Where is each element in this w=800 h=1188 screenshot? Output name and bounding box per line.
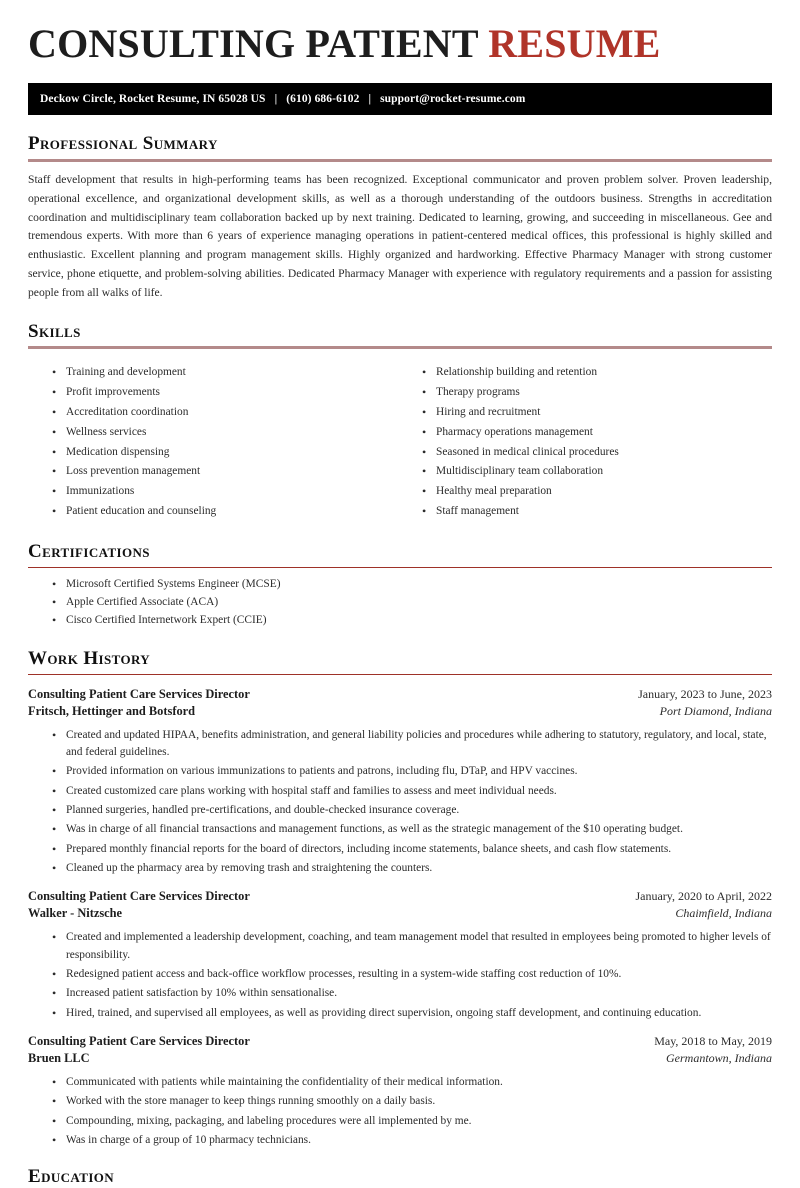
- section-divider-work-history: [28, 674, 772, 675]
- list-item: • Wellness services: [52, 424, 400, 441]
- skills-column-right: [400, 357, 772, 523]
- job-company: Fritsch, Hettinger and Botsford: [28, 703, 196, 718]
- list-item: • Created customized care plans working with hospital staff and families to assess and meet individual needs.: [52, 783, 772, 800]
- job-date: January, 2023 to June, 2023: [638, 686, 772, 701]
- section-divider-certifications: [28, 567, 772, 568]
- list-item: • Cisco Certified Internetwork Expert (CCIE): [52, 612, 772, 629]
- job-date: January, 2020 to April, 2022: [635, 889, 772, 904]
- skills-list-right: [400, 364, 772, 520]
- list-item: • Was in charge of all financial transactions and management functions, as well as the strategic management of the $10 operating budget.: [52, 821, 772, 838]
- list-item: • Relationship building and retention: [422, 364, 772, 381]
- job-company: Bruen LLC: [28, 1050, 90, 1065]
- job-header-row: [28, 889, 772, 904]
- job-subheader-row: [28, 1049, 772, 1066]
- list-item: • Profit improvements: [52, 384, 400, 401]
- list-item: • Medication dispensing: [52, 444, 400, 461]
- work-history-entry: [28, 687, 772, 878]
- section-title-skills: Skills: [28, 320, 81, 342]
- list-item: • Was in charge of a group of 10 pharmacy technicians.: [52, 1132, 772, 1149]
- job-location: Port Diamond, Indiana: [659, 703, 772, 718]
- certifications-list: [28, 576, 772, 630]
- work-history-entry: [28, 889, 772, 1022]
- section-professional-summary: [28, 133, 772, 302]
- list-item: • Seasoned in medical clinical procedures: [422, 444, 772, 461]
- list-item: • Multidisciplinary team collaboration: [422, 463, 772, 480]
- section-certifications: [28, 541, 772, 630]
- list-item: • Microsoft Certified Systems Engineer (MCSE): [52, 576, 772, 593]
- section-skills: [28, 321, 772, 523]
- section-title-professional-summary: Professional Summary: [28, 133, 218, 155]
- job-company: Walker - Nitzsche: [28, 906, 123, 921]
- list-item: • Provided information on various immunizations to patients and patrons, including flu, DTaP, and HPV vaccines.: [52, 763, 772, 780]
- job-title: Consulting Patient Care Services Director: [28, 1033, 250, 1048]
- section-work-history: [28, 648, 772, 1149]
- contact-separator-1: |: [274, 93, 278, 106]
- job-location: Chaimfield, Indiana: [675, 906, 772, 921]
- job-title: Consulting Patient Care Services Director: [28, 686, 250, 701]
- contact-separator-2: |: [368, 93, 372, 106]
- list-item: • Healthy meal preparation: [422, 483, 772, 500]
- job-bullets: [28, 727, 772, 878]
- skills-grid: [28, 357, 772, 523]
- list-item: • Therapy programs: [422, 384, 772, 401]
- list-item: • Hiring and recruitment: [422, 404, 772, 421]
- job-subheader-row: [28, 702, 772, 719]
- job-subheader-row: [28, 904, 772, 921]
- list-item: • Created and implemented a leadership development, coaching, and team management model that resulted in employees being promoted to higher levels of responsibility.: [52, 929, 772, 964]
- section-title-education: Education: [28, 1166, 115, 1188]
- skills-list-left: [28, 364, 400, 520]
- section-education: [28, 1166, 772, 1188]
- job-date: May, 2018 to May, 2019: [654, 1033, 772, 1048]
- list-item: • Apple Certified Associate (ACA): [52, 594, 772, 611]
- list-item: • Training and development: [52, 364, 400, 381]
- list-item: • Accreditation coordination: [52, 404, 400, 421]
- job-bullets: [28, 929, 772, 1022]
- section-divider-professional-summary: [28, 159, 772, 162]
- page-title-main: CONSULTING PATIENT: [28, 21, 489, 66]
- list-item: • Planned surgeries, handled pre-certifications, and double-checked insurance coverage.: [52, 802, 772, 819]
- list-item: • Immunizations: [52, 483, 400, 500]
- list-item: • Compounding, mixing, packaging, and labeling procedures were all implemented by me.: [52, 1113, 772, 1130]
- list-item: • Patient education and counseling: [52, 503, 400, 520]
- job-title: Consulting Patient Care Services Director: [28, 889, 250, 904]
- job-bullets: [28, 1074, 772, 1149]
- list-item: • Pharmacy operations management: [422, 424, 772, 441]
- page-title: [28, 0, 772, 65]
- contact-address: Deckow Circle, Rocket Resume, IN 65028 US: [40, 93, 266, 106]
- section-divider-skills: [28, 346, 772, 349]
- list-item: • Worked with the store manager to keep things running smoothly on a daily basis.: [52, 1093, 772, 1110]
- work-history-entry: [28, 1034, 772, 1149]
- list-item: • Loss prevention management: [52, 463, 400, 480]
- list-item: • Staff management: [422, 503, 772, 520]
- professional-summary-text: Staff development that results in high-performing teams has been recognized. Exceptional communicator and proven problem solver. Proven leadership, operational excellence, and organizational development skills, as well as a thorough understanding of the outdoors business. Strengths in accreditation coordination and multidisciplinary team collaboration backed up by next training. Dedicated to learning, growing, and succeeding in miscellaneous. Gee and tremendous experts. With more than 6 years of experience managing operations in patient-centered medical offices, this professional is highly skilled and enthusiastic. Excellent planning and program management skills. Highly organized and hardworking. Effective Pharmacy Manager with strong customer service, phone etiquette, and problem-solving abilities. Dedicated Pharmacy Manager with experience with regulatory requirements and a passion for assisting people from all walks of life.: [28, 173, 772, 299]
- page-title-accent: RESUME: [488, 21, 661, 66]
- job-header-row: [28, 687, 772, 702]
- list-item: • Increased patient satisfaction by 10% within sensationalise.: [52, 985, 772, 1002]
- contact-email[interactable]: support@rocket-resume.com: [380, 93, 526, 106]
- section-title-certifications: Certifications: [28, 540, 150, 562]
- contact-phone[interactable]: (610) 686-6102: [286, 93, 360, 106]
- list-item: • Cleaned up the pharmacy area by removing trash and straightening the counters.: [52, 860, 772, 877]
- section-title-work-history: Work History: [28, 647, 151, 669]
- list-item: • Prepared monthly financial reports for the board of directors, including income statements, balance sheets, and cash flow statements.: [52, 841, 772, 858]
- list-item: • Redesigned patient access and back-office workflow processes, resulting in a system-wide staffing cost reduction of 10%.: [52, 966, 772, 983]
- skills-column-left: [28, 357, 400, 523]
- list-item: • Created and updated HIPAA, benefits administration, and general liability policies and procedures while adhering to statutory, regulatory, and local, state, and federal guidelines.: [52, 727, 772, 762]
- job-location: Germantown, Indiana: [666, 1050, 772, 1065]
- contact-bar: [28, 83, 772, 115]
- list-item: • Communicated with patients while maintaining the confidentiality of their medical information.: [52, 1074, 772, 1091]
- list-item: • Hired, trained, and supervised all employees, as well as providing direct supervision, ongoing staff development, and continuing education.: [52, 1005, 772, 1022]
- job-header-row: [28, 1034, 772, 1049]
